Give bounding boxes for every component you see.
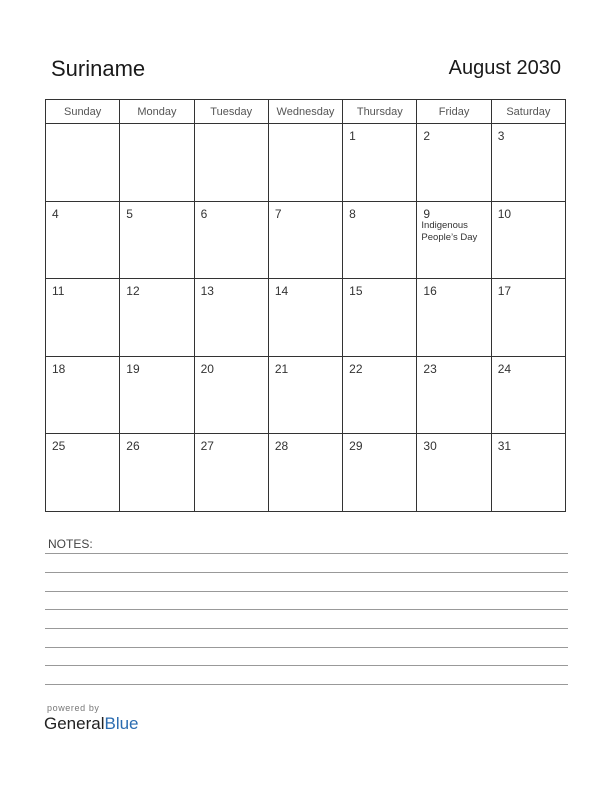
- day-cell: [269, 434, 343, 512]
- weekday-header-row: [46, 100, 566, 124]
- note-line: [45, 684, 568, 685]
- day-cell: [120, 124, 194, 202]
- day-number: 16: [423, 284, 437, 299]
- day-number: 26: [126, 439, 140, 454]
- day-cell: [343, 279, 417, 357]
- day-cell: [269, 124, 343, 202]
- brand-name: [44, 714, 139, 734]
- day-number: 2: [423, 129, 431, 143]
- day-cell: [120, 434, 194, 512]
- day-cell: [195, 124, 269, 202]
- note-line: [45, 609, 568, 610]
- day-number: 22: [349, 361, 363, 376]
- day-number: 27: [200, 439, 214, 454]
- day-number: 31: [497, 439, 512, 454]
- day-number: 1: [349, 129, 356, 143]
- day-number: 15: [349, 284, 363, 299]
- day-cell: [492, 279, 566, 357]
- note-line: [45, 665, 568, 666]
- day-cell: [269, 279, 343, 357]
- day-number: 30: [423, 439, 437, 454]
- day-cell: [46, 279, 120, 357]
- brand-blue-text: Blue: [104, 714, 139, 733]
- day-number: 11: [52, 284, 65, 299]
- day-cell: [120, 202, 194, 280]
- day-number: 13: [200, 284, 214, 299]
- note-line: [45, 553, 568, 554]
- day-cell: [492, 124, 566, 202]
- day-number: 6: [200, 206, 208, 221]
- weekday-monday: Monday: [120, 100, 194, 124]
- day-number: 4: [52, 206, 59, 221]
- day-number: 9: [423, 206, 431, 221]
- day-cell: [269, 357, 343, 435]
- day-number: 17: [497, 284, 512, 299]
- day-cell: [46, 202, 120, 280]
- day-cell: [343, 202, 417, 280]
- country-title: Suriname: [51, 56, 146, 81]
- weekday-wednesday: Wednesday: [269, 100, 343, 124]
- day-number: 3: [497, 129, 505, 143]
- day-number: 28: [274, 439, 289, 454]
- day-cell: [343, 124, 417, 202]
- day-cell: [417, 434, 491, 512]
- weekday-sunday: Sunday: [46, 100, 120, 124]
- generalblue-logo: [44, 703, 139, 734]
- powered-by-text: powered by: [47, 703, 100, 713]
- day-cell: [343, 434, 417, 512]
- day-cell: [195, 279, 269, 357]
- weekday-thursday: Thursday: [343, 100, 417, 124]
- month-title: August 2030: [448, 57, 561, 79]
- day-cell: [120, 357, 194, 435]
- day-cell: [120, 279, 194, 357]
- day-number: 14: [274, 284, 289, 299]
- note-line: [45, 572, 568, 573]
- note-line: [45, 647, 568, 648]
- calendar-weeks: [46, 124, 566, 512]
- day-number: 18: [52, 361, 66, 376]
- day-number: 7: [274, 206, 282, 221]
- day-cell: [46, 357, 120, 435]
- weekday-saturday: Saturday: [492, 100, 566, 124]
- day-number: 21: [274, 361, 289, 376]
- day-number: 10: [497, 206, 512, 221]
- day-cell: [417, 202, 491, 280]
- weekday-friday: Friday: [417, 100, 491, 124]
- day-cell: [46, 124, 120, 202]
- day-number: 8: [349, 206, 356, 221]
- holiday-label: Indigenous People’s Day: [421, 219, 478, 244]
- day-number: 29: [349, 439, 363, 454]
- weekday-tuesday: Tuesday: [195, 100, 269, 124]
- day-cell: [195, 357, 269, 435]
- day-cell: [492, 357, 566, 435]
- day-number: 23: [423, 361, 437, 376]
- day-cell: [492, 202, 566, 280]
- day-cell: [417, 279, 491, 357]
- day-cell: [417, 357, 491, 435]
- day-cell: [195, 434, 269, 512]
- day-number: 19: [126, 361, 140, 376]
- day-number: 5: [126, 206, 133, 221]
- day-number: 25: [52, 439, 66, 454]
- day-number: 24: [497, 361, 512, 376]
- day-number: 12: [126, 284, 140, 299]
- day-cell: [195, 202, 269, 280]
- notes-label: NOTES:: [48, 537, 93, 551]
- note-line: [45, 628, 568, 629]
- day-cell: [269, 202, 343, 280]
- brand-general-text: General: [44, 714, 105, 733]
- calendar-grid: [45, 99, 566, 512]
- day-cell: [343, 357, 417, 435]
- note-line: [45, 591, 568, 592]
- day-number: 20: [200, 361, 214, 376]
- day-cell: [417, 124, 491, 202]
- day-cell: [46, 434, 120, 512]
- day-cell: [492, 434, 566, 512]
